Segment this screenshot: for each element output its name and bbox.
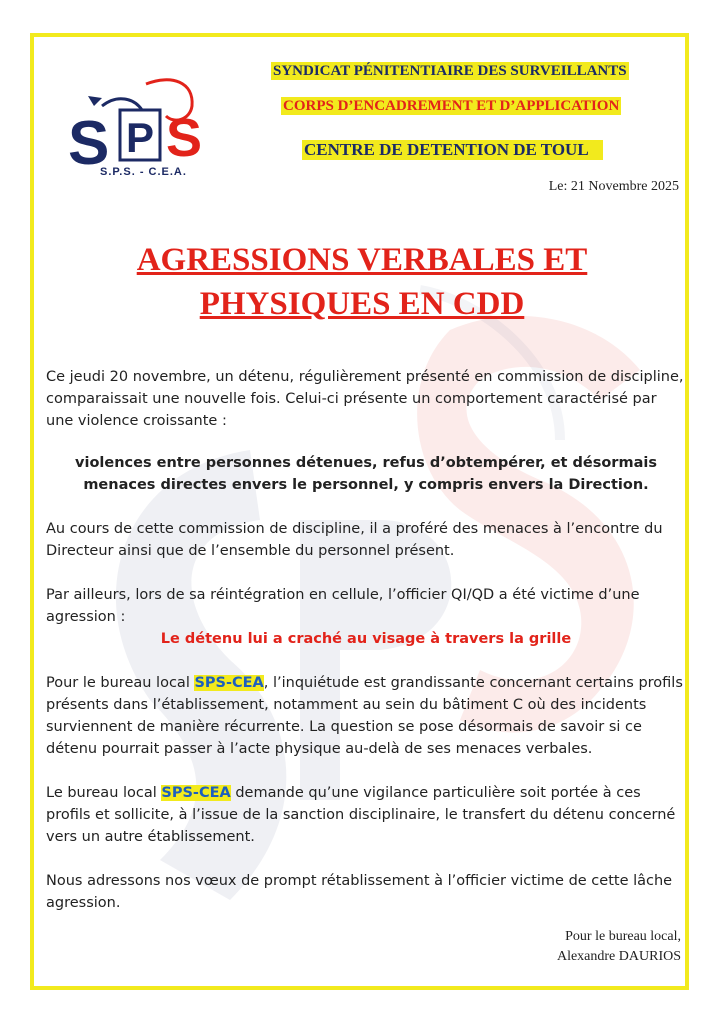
sps-cea-tag: SPS-CEA	[161, 785, 231, 801]
sps-cea-tag: SPS-CEA	[194, 675, 264, 691]
union-name: SYNDICAT PÉNITENTIAIRE DES SURVEILLANTS	[273, 63, 627, 79]
svg-text:S: S	[166, 108, 203, 168]
corps-name: CORPS D’ENCADREMENT ET D’APPLICATION	[283, 98, 620, 114]
paragraph-aggression: Par ailleurs, lors de sa réintégration en cellule, l’officier QI/QD a été victime d’une agression :	[46, 587, 640, 625]
signature	[557, 927, 681, 967]
paragraph-intro: Ce jeudi 20 novembre, un détenu, régulièrement présenté en commission de discipline, comparaissait une nouvelle fois. Celui-ci présente un comportement caractérisé par une violence croissante :	[46, 369, 684, 429]
centre-name: CENTRE DE DETENTION DE TOUL	[302, 140, 603, 160]
signature-name: Alexandre DAURIOS	[556, 949, 681, 964]
paragraph-concern: Pour le bureau local SPS-CEA, l’inquiétude est grandissante concernant certains profils présents dans l’établissement, notamment au sein du bâtiment C où des incidents surviennent de manière récurrente. La question se pose désormais de savoir si ce détenu pourrait passer à l’acte physique au-delà de ses menaces verbales.	[46, 675, 683, 757]
logo-caption: S.P.S. - C.E.A.	[100, 166, 187, 178]
document-title	[40, 238, 684, 326]
aggression-quote: Le détenu lui a craché au visage à travers la grille	[160, 631, 572, 647]
svg-text:P: P	[126, 114, 155, 161]
signature-line-1: Pour le bureau local,	[565, 929, 681, 944]
paragraph-request: Le bureau local SPS-CEA demande qu’une vigilance particulière soit portée à ces profils et sollicite, à l’issue de la sanction disciplinaire, le transfert du détenu concerné vers un autre établissement.	[46, 785, 676, 845]
paragraph-threats: Au cours de cette commission de discipline, il a proféré des menaces à l’encontre du Directeur ainsi que de l’ensemble du personnel présent.	[46, 521, 663, 559]
paragraph-wishes: Nous adressons nos vœux de prompt rétablissement à l’officier victime de cette lâche agression.	[46, 873, 673, 911]
document-date: Le: 21 Novembre 2025	[548, 179, 679, 194]
svg-text:S: S	[68, 109, 110, 178]
paragraph-violence: violences entre personnes détenues, refus d’obtempérer, et désormais menaces directes envers le personnel, y compris envers la Direction.	[75, 455, 657, 493]
title-line-2: PHYSIQUES EN CDD	[199, 286, 525, 322]
document-body	[46, 366, 686, 914]
title-line-1: AGRESSIONS VERBALES ET	[136, 242, 588, 278]
